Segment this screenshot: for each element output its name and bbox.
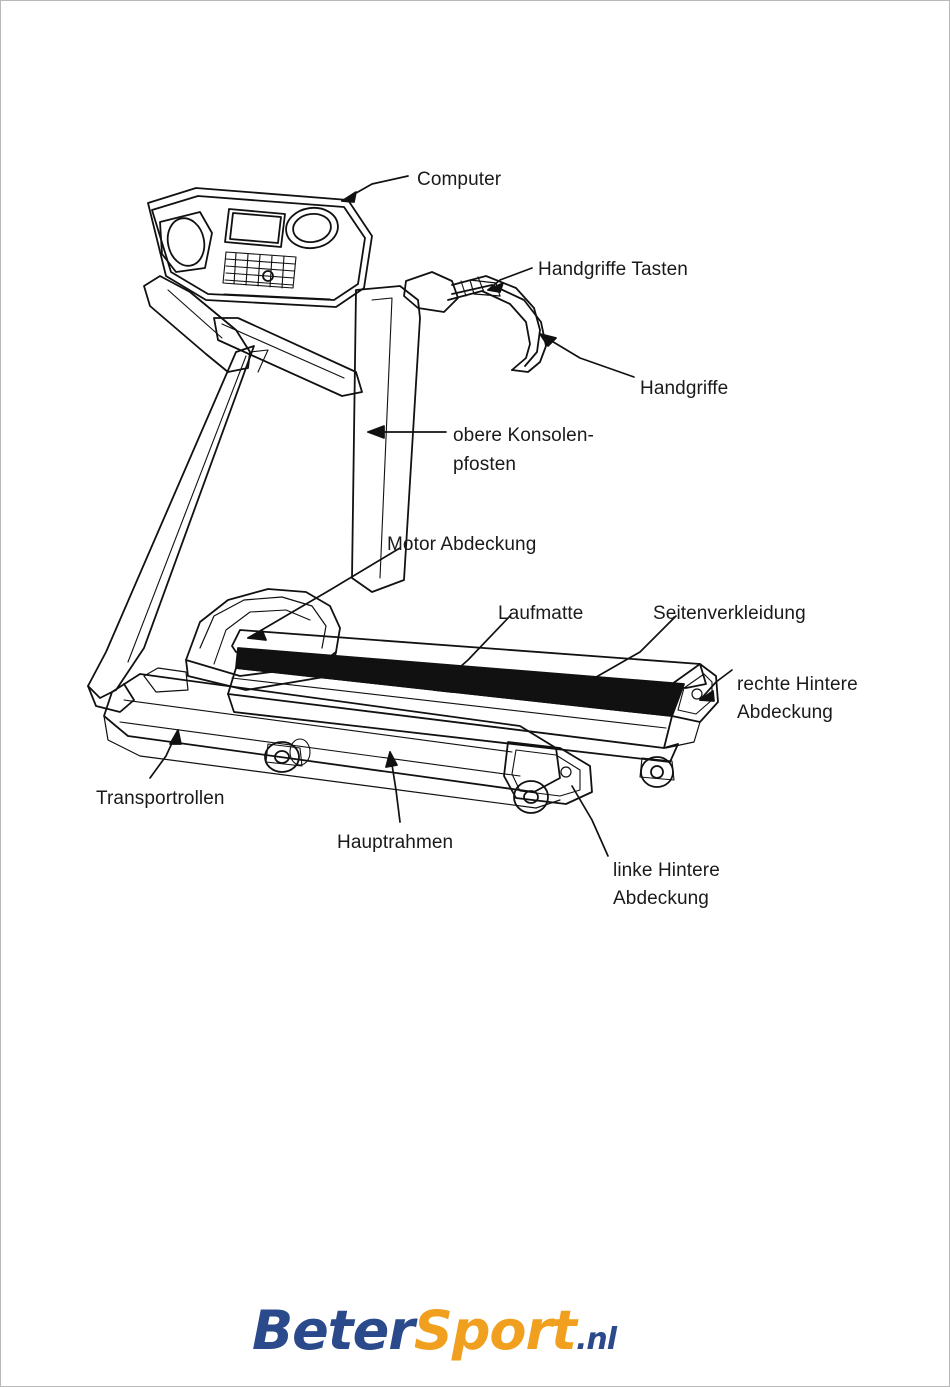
logo-text-port: port — [451, 1299, 576, 1362]
label-handgriffe: Handgriffe — [640, 378, 729, 399]
label-rechte-hintere-abdeckung-line1: rechte Hintere — [737, 674, 858, 695]
label-handgriffe-tasten: Handgriffe Tasten — [538, 259, 688, 280]
label-computer: Computer — [417, 169, 502, 190]
console-right-pad — [283, 205, 340, 252]
console-keypad — [223, 252, 296, 288]
label-laufmatte: Laufmatte — [498, 603, 584, 624]
handlebar-joint — [404, 272, 458, 312]
label-seitenverkleidung: Seitenverkleidung — [653, 603, 806, 624]
transport-wheel-rear — [641, 757, 673, 787]
label-rechte-hintere-abdeckung-line2: Abdeckung — [737, 702, 833, 723]
left-foot — [88, 684, 134, 712]
label-hauptrahmen: Hauptrahmen — [337, 832, 454, 853]
label-linke-hintere-abdeckung-line2: Abdeckung — [613, 888, 709, 909]
betersport-logo — [252, 1300, 682, 1362]
transport-wheel-front — [514, 781, 548, 813]
logo-text-s: S — [413, 1299, 452, 1362]
label-obere-konsolenpfosten-line1: obere Konsolen- — [453, 425, 594, 446]
label-motor-abdeckung: Motor Abdeckung — [387, 534, 537, 555]
logo-text-beter: Beter — [252, 1299, 414, 1362]
label-transportrollen: Transportrollen — [96, 788, 225, 809]
label-linke-hintere-abdeckung-line1: linke Hintere — [613, 860, 720, 881]
logo-text-dotnl: .nl — [575, 1322, 617, 1357]
label-obere-konsolenpfosten-line2: pfosten — [453, 454, 517, 475]
